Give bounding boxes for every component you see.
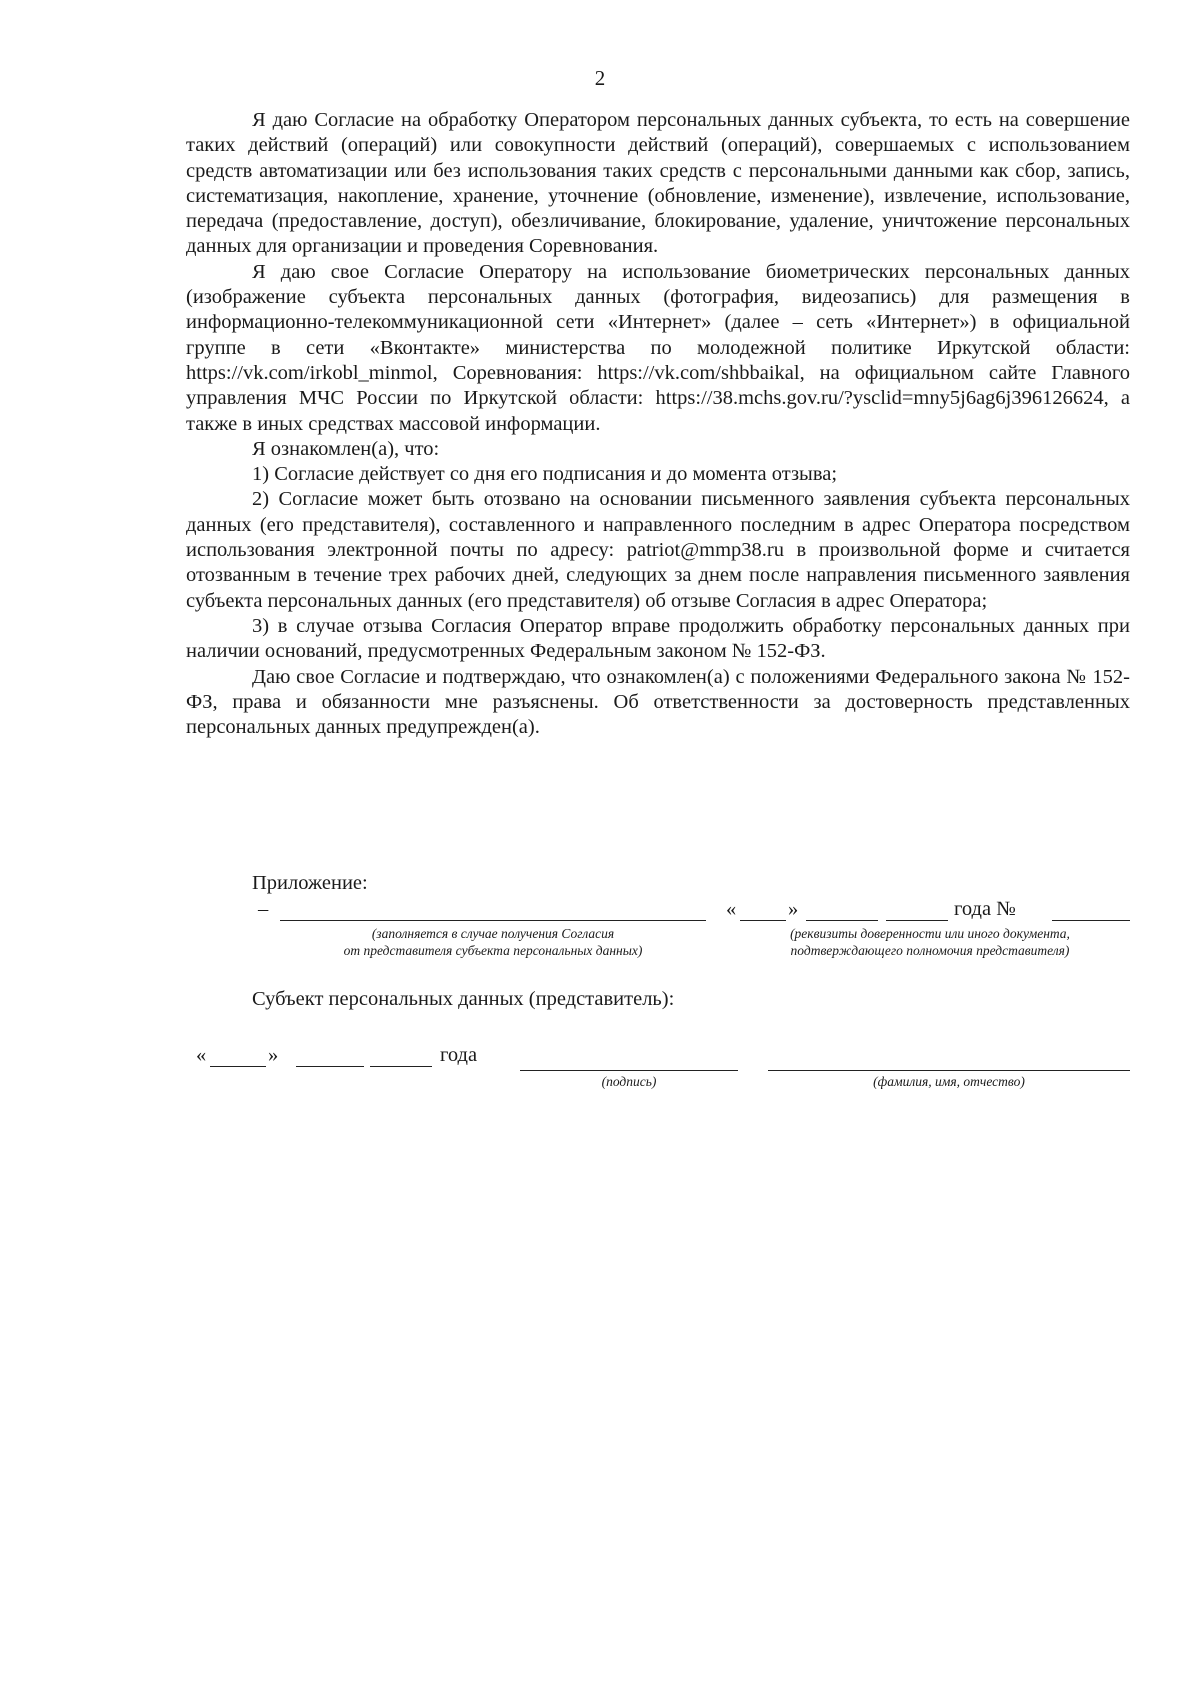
- subject-label: Субъект персональных данных (представитель):: [252, 988, 675, 1010]
- attachment-year-no-label: года №: [954, 898, 1016, 920]
- attachment-note-left-line1: (заполняется в случае получения Согласия: [371, 926, 615, 941]
- subject-day-field[interactable]: [210, 1044, 266, 1067]
- attachment-close-quote: »: [788, 898, 799, 920]
- subject-year-field[interactable]: [370, 1044, 432, 1067]
- page-number: 2: [594, 66, 606, 90]
- paragraph-confirmation: Даю свое Согласие и подтверждаю, что ознакомлен(а) с положениями Федерального закона № 152-ФЗ, права и обязанности мне разъяснены. Об ответственности за достоверность представленных персональных данных предупрежден(а).: [186, 665, 1130, 739]
- subject-date-row: [196, 1044, 1146, 1074]
- attachment-note-left-line2: от представителя субъекта персональных данных): [343, 943, 643, 958]
- signature-field[interactable]: [520, 1048, 738, 1071]
- attachment-label: Приложение:: [252, 872, 368, 894]
- attachment-note-right-line1: (реквизиты доверенности или иного документа,: [790, 926, 1070, 941]
- list-item-3: 3) в случае отзыва Согласия Оператор вправе продолжить обработку персональных данных при наличии оснований, предусмотренных Федеральным законом № 152-ФЗ.: [186, 614, 1130, 663]
- attachment-note-right: [730, 925, 1130, 959]
- attachment-doc-field[interactable]: [280, 898, 706, 921]
- attachment-open-quote: «: [726, 898, 737, 920]
- attachment-day-field[interactable]: [740, 898, 786, 921]
- attachment-note-right-line2: подтверждающего полномочия представителя): [790, 943, 1070, 958]
- full-name-field[interactable]: [768, 1048, 1130, 1071]
- attachment-month-field[interactable]: [806, 898, 878, 921]
- subject-close-quote: »: [268, 1044, 279, 1066]
- attachment-number-field[interactable]: [1052, 898, 1130, 921]
- subject-year-label: года: [440, 1044, 478, 1066]
- list-item-1: 1) Согласие действует со дня его подписания и до момента отзыва;: [252, 463, 838, 486]
- attachment-year-field[interactable]: [886, 898, 948, 921]
- attachment-row: [186, 898, 1130, 928]
- full-name-note: (фамилия, имя, отчество): [873, 1074, 1025, 1089]
- subject-month-field[interactable]: [296, 1044, 364, 1067]
- paragraph-processing-consent: Я даю Согласие на обработку Оператором персональных данных субъекта, то есть на совершение таких действий (операций) или совокупности действий (операций), совершаемых с использованием средств автоматизации или без использования таких средств с персональными данными как сбор, запись, систематизация, накопление, хранение, уточнение (обновление, изменение), извлечение, использование, передача (предоставление, доступ), обезличивание, блокирование, удаление, уничтожение персональных данных для организации и проведения Соревнования.: [186, 109, 1130, 258]
- paragraph-acknowledged: Я ознакомлен(а), что:: [252, 437, 440, 460]
- consent-body: [186, 108, 1130, 740]
- attachment-dash: –: [258, 898, 269, 920]
- subject-open-quote: «: [196, 1044, 207, 1066]
- signature-note: (подпись): [601, 1074, 657, 1089]
- list-item-2: 2) Согласие может быть отозвано на основании письменного заявления субъекта персональных данных (его представителя), составленного и направленного последним в адрес Оператора посредством использования электронной почты по адресу: patriot@mmp38.ru в произвольной форме и считается отозванным в течение трех рабочих дней, следующих за днем после направления письменного заявления субъекта персональных данных (его представителя) об отзыве Согласия в адрес Оператора;: [186, 488, 1130, 612]
- attachment-note-left: [280, 925, 706, 959]
- paragraph-biometric-consent: Я даю свое Согласие Оператору на использование биометрических персональных данных (изображение субъекта персональных данных (фотография, видеозапись) для размещения в информационно-телекоммуникационной сети «Интернет» (далее – сеть «Интернет») в официальной группе в сети «Вконтакте» министерства по молодежной политике Иркутской области: https://vk.com/irkobl_minmol, Соревнования: https://vk.com/shbbaikal, на официальном сайте Главного управления МЧС России по Иркутской области: https://38.mchs.gov.ru/?ysclid=mny5j6ag6j396126624, а также в иных средствах массовой информации.: [186, 260, 1130, 435]
